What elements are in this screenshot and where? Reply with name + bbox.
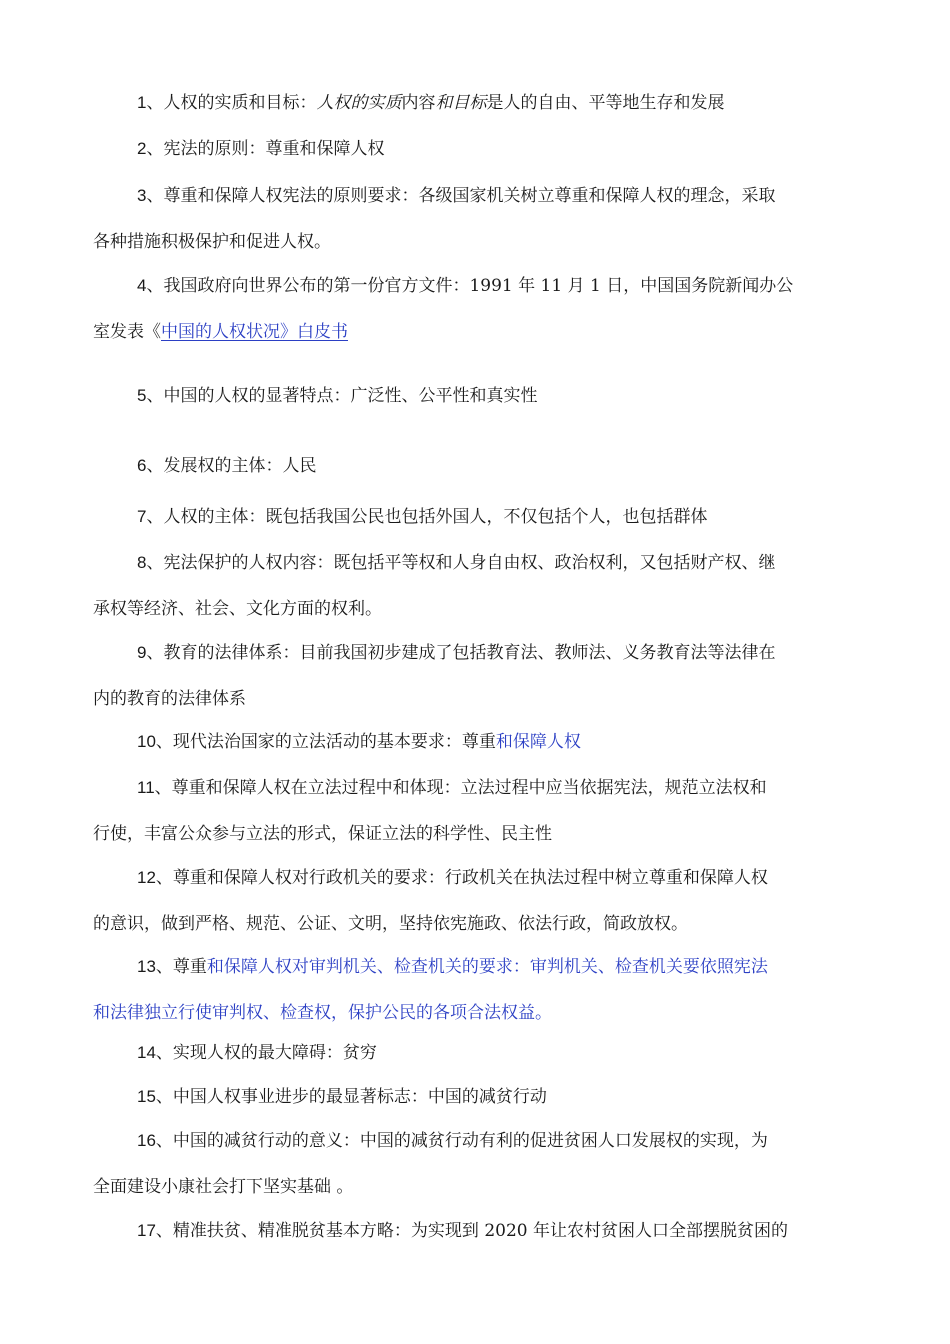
item-6: 6、发展权的主体：人民 xyxy=(137,456,317,476)
item-15: 15、中国人权事业进步的最显著标志：中国的减贫行动 xyxy=(137,1087,547,1107)
item-1: 1、人权的实质和目标：人权的实质内容和目标是人的自由、平等地生存和发展 xyxy=(137,93,725,113)
item-11: 11、尊重和保障人权在立法过程中和体现：立法过程中应当依据宪法，规范立法权和 行使，丰富公众参与立法的形式，保证立法的科学性、民主性 xyxy=(93,778,767,844)
item-8: 8、宪法保护的人权内容：既包括平等权和人身自由权、政治权利，又包括财产权、继 承权等经济、社会、文化方面的权利。 xyxy=(93,553,776,619)
item-10: 10、现代法治国家的立法活动的基本要求：尊重和保障人权 xyxy=(137,732,581,752)
item-4: 4、我国政府向世界公布的第一份官方文件：1991 年 11 月 1 日，中国国务院新闻办公 室发表《中国的人权状况》白皮书 xyxy=(93,276,794,342)
item-9: 9、教育的法律体系：目前我国初步建成了包括教育法、教师法、义务教育法等法律在 内的教育的法律体系 xyxy=(93,643,776,709)
item-5: 5、中国的人权的显著特点：广泛性、公平性和真实性 xyxy=(137,386,538,406)
item-7: 7、人权的主体：既包括我国公民也包括外国人，不仅包括个人，也包括群体 xyxy=(137,507,708,527)
whitepaper-link[interactable]: 中国的人权状况》白皮书 xyxy=(161,322,348,342)
item-3: 3、尊重和保障人权宪法的原则要求：各级国家机关树立尊重和保障人权的理念，采取 各种措施积极保护和促进人权。 xyxy=(93,186,776,252)
item-13: 13、尊重和保障人权对审判机关、检查机关的要求：审判机关、检查机关要依照宪法 和法律独立行使审判权、检查权，保护公民的各项合法权益。 xyxy=(93,957,768,1023)
item-16: 16、中国的减贫行动的意义：中国的减贫行动有利的促进贫困人口发展权的实现，为 全面建设小康社会打下坚实基础 。 xyxy=(93,1131,768,1197)
item-2: 2、宪法的原则：尊重和保障人权 xyxy=(137,139,385,159)
item-14: 14、实现人权的最大障碍：贫穷 xyxy=(137,1043,377,1063)
item-17: 17、精准扶贫、精准脱贫基本方略：为实现到 2020 年让农村贫困人口全部摆脱贫困的 xyxy=(137,1221,788,1241)
item-12: 12、尊重和保障人权对行政机关的要求：行政机关在执法过程中树立尊重和保障人权 的意识，做到严格、规范、公证、文明，坚持依宪施政、依法行政，简政放权。 xyxy=(93,868,768,934)
